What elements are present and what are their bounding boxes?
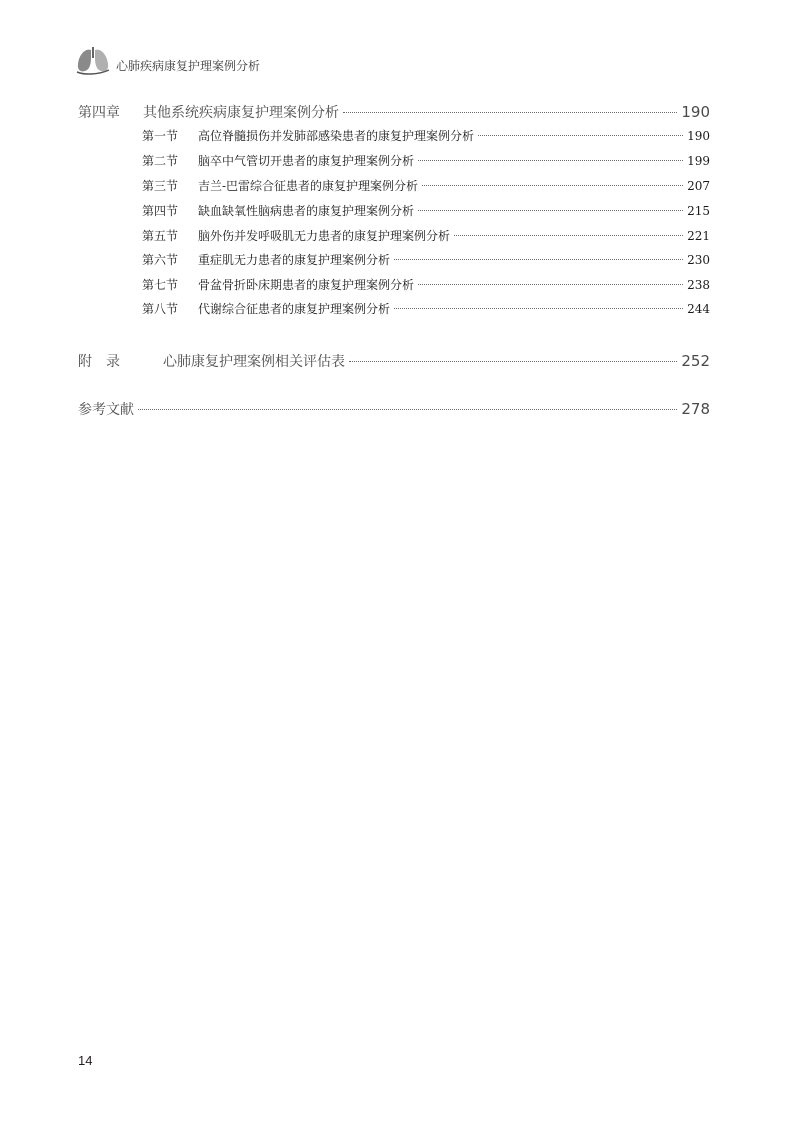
toc-section-4[interactable] <box>142 202 710 219</box>
references-page: 278 <box>681 400 710 418</box>
dot-leader <box>418 284 683 285</box>
section-page: 221 <box>687 229 710 243</box>
section-page: 199 <box>687 154 710 168</box>
section-label: 第六节 <box>142 253 179 267</box>
section-title: 代谢综合征患者的康复护理案例分析 <box>198 302 391 316</box>
dot-leader <box>394 259 683 260</box>
chapter-page: 190 <box>681 103 710 121</box>
section-page: 238 <box>687 278 710 292</box>
section-title: 缺血缺氧性脑病患者的康复护理案例分析 <box>198 204 415 218</box>
section-label: 第八节 <box>142 302 179 316</box>
section-label: 第一节 <box>142 129 179 143</box>
dot-leader <box>349 361 677 362</box>
dot-leader <box>454 235 683 236</box>
section-title: 高位脊髓损伤并发肺部感染患者的康复护理案例分析 <box>198 129 475 143</box>
appendix-label: 附 录 <box>78 354 120 370</box>
chapter-label: 第四章 <box>78 105 120 121</box>
dot-leader <box>138 409 677 410</box>
lungs-logo-icon <box>76 46 110 76</box>
section-page: 190 <box>687 129 710 143</box>
toc-section-8[interactable] <box>142 300 710 317</box>
section-label: 第三节 <box>142 179 179 193</box>
section-title: 重症肌无力患者的康复护理案例分析 <box>198 253 391 267</box>
toc-section-3[interactable] <box>142 177 710 194</box>
section-page: 207 <box>687 179 710 193</box>
section-label: 第四节 <box>142 204 179 218</box>
appendix-title: 心肺康复护理案例相关评估表 <box>163 354 345 370</box>
section-title: 脑卒中气管切开患者的康复护理案例分析 <box>198 154 415 168</box>
toc-section-7[interactable] <box>142 276 710 293</box>
toc-section-5[interactable] <box>142 227 710 244</box>
section-title: 吉兰-巴雷综合征患者的康复护理案例分析 <box>198 179 419 193</box>
toc-references[interactable] <box>78 399 710 419</box>
dot-leader <box>343 112 677 113</box>
section-page: 215 <box>687 204 710 218</box>
dot-leader <box>422 185 683 186</box>
toc-chapter-4[interactable] <box>78 102 710 122</box>
dot-leader <box>478 135 683 136</box>
toc-section-2[interactable] <box>142 152 710 169</box>
section-title: 脑外伤并发呼吸肌无力患者的康复护理案例分析 <box>198 229 451 243</box>
header-title: 心肺疾病康复护理案例分析 <box>116 59 261 73</box>
page-number: 14 <box>78 1053 93 1068</box>
appendix-page: 252 <box>681 352 710 370</box>
section-title: 骨盆骨折卧床期患者的康复护理案例分析 <box>198 278 415 292</box>
dot-leader <box>418 210 683 211</box>
dot-leader <box>418 160 683 161</box>
section-label: 第五节 <box>142 229 179 243</box>
section-label: 第七节 <box>142 278 179 292</box>
chapter-title: 其他系统疾病康复护理案例分析 <box>143 105 339 121</box>
section-page: 230 <box>687 253 710 267</box>
references-label: 参考文献 <box>78 402 134 418</box>
toc-appendix[interactable] <box>78 351 710 371</box>
section-label: 第二节 <box>142 154 179 168</box>
section-page: 244 <box>687 302 710 316</box>
toc-section-1[interactable] <box>142 127 710 144</box>
dot-leader <box>394 308 683 309</box>
toc-section-6[interactable] <box>142 251 710 268</box>
